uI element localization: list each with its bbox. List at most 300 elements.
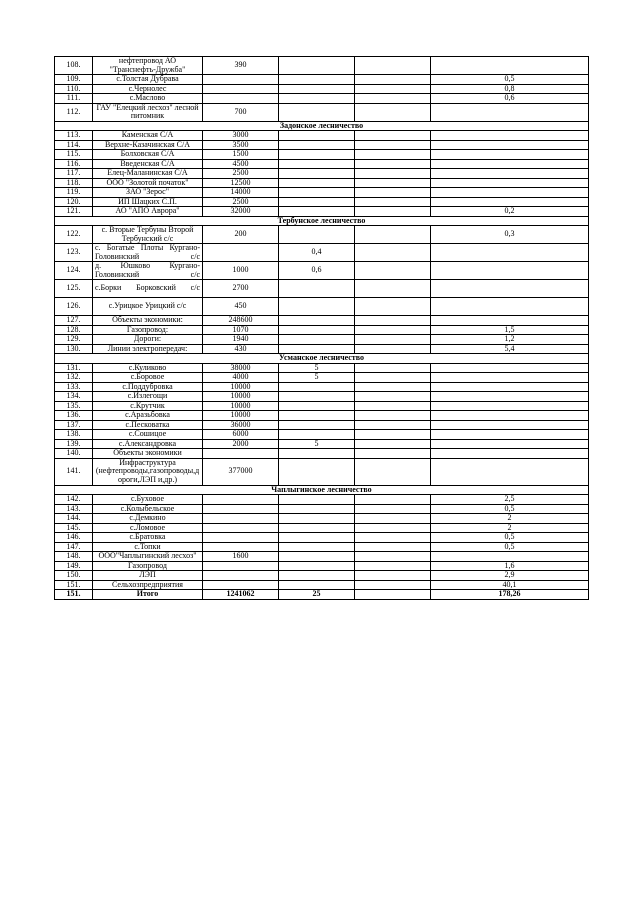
table-row — [55, 169, 589, 179]
value-cell — [431, 178, 589, 188]
value-cell: 0,5 — [431, 75, 589, 85]
row-number-cell: 144. — [55, 514, 93, 524]
value-cell — [355, 420, 431, 430]
row-number-cell: 127. — [55, 316, 93, 326]
table-row — [55, 439, 589, 449]
value-cell: 10000 — [203, 401, 279, 411]
object-name-cell: Инфраструктура (нефтепроводы,газопроводы,д ороги,ЛЭП и,др.) — [93, 458, 203, 485]
row-number-cell: 119. — [55, 188, 93, 198]
row-number-cell: 135. — [55, 401, 93, 411]
value-cell — [203, 75, 279, 85]
value-cell — [279, 392, 355, 402]
row-number-cell: 142. — [55, 495, 93, 505]
object-name-cell: Болховская С/А — [93, 150, 203, 160]
value-cell: 1,5 — [431, 325, 589, 335]
table-row — [55, 316, 589, 326]
value-cell: 5,4 — [431, 344, 589, 354]
value-cell — [203, 514, 279, 524]
value-cell: 0,4 — [279, 244, 355, 262]
value-cell: 0,5 — [431, 504, 589, 514]
row-number-cell: 115. — [55, 150, 93, 160]
object-name-cell: с. Вторые Тербуны Второй Тербунский с/с — [93, 226, 203, 244]
value-cell: 36000 — [203, 420, 279, 430]
value-cell — [279, 335, 355, 345]
row-number-cell: 121. — [55, 207, 93, 217]
object-name-cell: Сельхозпредприятия — [93, 580, 203, 590]
section-header-row — [55, 354, 589, 364]
value-cell — [431, 131, 589, 141]
value-cell — [355, 226, 431, 244]
value-cell — [203, 542, 279, 552]
value-cell — [355, 533, 431, 543]
value-cell — [355, 382, 431, 392]
row-number-cell: 120. — [55, 197, 93, 207]
table-row — [55, 449, 589, 459]
value-cell — [355, 335, 431, 345]
value-cell — [355, 103, 431, 121]
value-cell — [355, 84, 431, 94]
value-cell — [279, 316, 355, 326]
row-number-cell: 108. — [55, 57, 93, 75]
object-name-cell: с.Братовка — [93, 533, 203, 543]
value-cell: 2 — [431, 523, 589, 533]
value-cell — [279, 458, 355, 485]
table-row — [55, 226, 589, 244]
table-row — [55, 420, 589, 430]
row-number-cell: 110. — [55, 84, 93, 94]
value-cell — [279, 140, 355, 150]
value-cell — [355, 344, 431, 354]
row-number-cell: 145. — [55, 523, 93, 533]
value-cell — [279, 401, 355, 411]
value-cell — [431, 197, 589, 207]
object-name-cell: Верхне-Казачинская С/А — [93, 140, 203, 150]
table-row — [55, 411, 589, 421]
value-cell — [355, 392, 431, 402]
value-cell — [355, 363, 431, 373]
value-cell — [279, 226, 355, 244]
value-cell — [279, 103, 355, 121]
value-cell — [279, 75, 355, 85]
row-number-cell: 149. — [55, 561, 93, 571]
value-cell: 10000 — [203, 382, 279, 392]
table-row — [55, 401, 589, 411]
value-cell — [355, 495, 431, 505]
value-cell — [431, 430, 589, 440]
value-cell: 0,6 — [431, 94, 589, 104]
value-cell — [355, 197, 431, 207]
value-cell — [279, 150, 355, 160]
object-name-cell: Каменская С/А — [93, 131, 203, 141]
value-cell: 5 — [279, 373, 355, 383]
value-cell — [431, 150, 589, 160]
value-cell: 12500 — [203, 178, 279, 188]
value-cell — [279, 169, 355, 179]
table-row — [55, 552, 589, 562]
value-cell — [431, 439, 589, 449]
value-cell: 3500 — [203, 140, 279, 150]
row-number-cell: 131. — [55, 363, 93, 373]
row-number-cell: 122. — [55, 226, 93, 244]
object-name-cell: с.Демкино — [93, 514, 203, 524]
value-cell — [279, 571, 355, 581]
value-cell — [355, 57, 431, 75]
object-name-cell: Газопровод: — [93, 325, 203, 335]
table-row — [55, 207, 589, 217]
value-cell — [355, 75, 431, 85]
object-name-cell: ООО "Золотой початок" — [93, 178, 203, 188]
value-cell — [355, 523, 431, 533]
value-cell: 2500 — [203, 169, 279, 179]
row-number-cell: 116. — [55, 159, 93, 169]
value-cell — [355, 178, 431, 188]
value-cell — [279, 325, 355, 335]
value-cell: 1241062 — [203, 590, 279, 600]
value-cell — [203, 571, 279, 581]
row-number-cell: 130. — [55, 344, 93, 354]
value-cell: 10000 — [203, 392, 279, 402]
object-name-cell: с.Поддубровка — [93, 382, 203, 392]
table-row — [55, 373, 589, 383]
value-cell — [431, 401, 589, 411]
value-cell — [355, 140, 431, 150]
value-cell — [431, 373, 589, 383]
object-name-cell: с.Песковатка — [93, 420, 203, 430]
value-cell — [431, 392, 589, 402]
value-cell: 0,3 — [431, 226, 589, 244]
value-cell: 0,5 — [431, 533, 589, 543]
row-number-cell: 140. — [55, 449, 93, 459]
value-cell — [279, 533, 355, 543]
value-cell — [431, 449, 589, 459]
row-number-cell: 124. — [55, 262, 93, 280]
table-row — [55, 84, 589, 94]
value-cell: 178,26 — [431, 590, 589, 600]
row-number-cell: 137. — [55, 420, 93, 430]
value-cell — [431, 552, 589, 562]
value-cell — [279, 561, 355, 571]
object-name-cell: Линии электропередач: — [93, 344, 203, 354]
value-cell — [431, 458, 589, 485]
value-cell: 1500 — [203, 150, 279, 160]
object-name-cell: Введенская С/А — [93, 159, 203, 169]
value-cell: 40,1 — [431, 580, 589, 590]
row-number-cell: 128. — [55, 325, 93, 335]
section-header-row — [55, 485, 589, 495]
object-name-cell: Объекты экономики — [93, 449, 203, 459]
value-cell — [355, 207, 431, 217]
value-cell: 38000 — [203, 363, 279, 373]
value-cell — [355, 262, 431, 280]
value-cell — [431, 188, 589, 198]
value-cell: 0,6 — [279, 262, 355, 280]
object-name-cell: с.Борки Борковский с/с — [93, 280, 203, 298]
value-cell: 5 — [279, 439, 355, 449]
value-cell — [355, 458, 431, 485]
object-name-cell: Объекты экономики: — [93, 316, 203, 326]
row-number-cell: 148. — [55, 552, 93, 562]
value-cell — [355, 298, 431, 316]
value-cell — [355, 159, 431, 169]
value-cell: 2,5 — [431, 495, 589, 505]
value-cell — [355, 430, 431, 440]
row-number-cell: 117. — [55, 169, 93, 179]
table-row — [55, 571, 589, 581]
row-number-cell: 125. — [55, 280, 93, 298]
value-cell: 1600 — [203, 552, 279, 562]
value-cell — [279, 280, 355, 298]
value-cell — [355, 244, 431, 262]
table-row — [55, 140, 589, 150]
value-cell: 430 — [203, 344, 279, 354]
table-row — [55, 533, 589, 543]
table-row — [55, 94, 589, 104]
table-row — [55, 430, 589, 440]
object-name-cell: Елец-Маланинская С/А — [93, 169, 203, 179]
value-cell — [279, 523, 355, 533]
table-row — [55, 458, 589, 485]
total-row — [55, 590, 589, 600]
value-cell — [355, 280, 431, 298]
object-name-cell: с.Маслово — [93, 94, 203, 104]
value-cell: 377000 — [203, 458, 279, 485]
object-name-cell: с.Излегощи — [93, 392, 203, 402]
value-cell — [355, 188, 431, 198]
row-number-cell: 146. — [55, 533, 93, 543]
value-cell — [279, 449, 355, 459]
object-name-cell: с.Урицкое Урицкий с/с — [93, 298, 203, 316]
row-number-cell: 151. — [55, 590, 93, 600]
value-cell — [279, 298, 355, 316]
table-row — [55, 150, 589, 160]
object-name-cell: с.Сошицое — [93, 430, 203, 440]
value-cell — [203, 84, 279, 94]
value-cell — [355, 571, 431, 581]
value-cell — [203, 244, 279, 262]
section-header-row — [55, 121, 589, 131]
table-row — [55, 298, 589, 316]
value-cell — [203, 504, 279, 514]
value-cell: 0,8 — [431, 84, 589, 94]
object-name-cell: с.Колыбельское — [93, 504, 203, 514]
value-cell — [355, 411, 431, 421]
table-row — [55, 75, 589, 85]
object-name-cell: Дороги: — [93, 335, 203, 345]
table-row — [55, 523, 589, 533]
table-row — [55, 335, 589, 345]
object-name-cell: с.Боровое — [93, 373, 203, 383]
value-cell: 1000 — [203, 262, 279, 280]
value-cell — [355, 542, 431, 552]
value-cell — [355, 514, 431, 524]
table-row — [55, 280, 589, 298]
row-number-cell: 150. — [55, 571, 93, 581]
row-number-cell: 143. — [55, 504, 93, 514]
object-name-cell: с.Чернолес — [93, 84, 203, 94]
row-number-cell: 113. — [55, 131, 93, 141]
table-row — [55, 325, 589, 335]
table-row — [55, 495, 589, 505]
row-number-cell: 123. — [55, 244, 93, 262]
value-cell — [355, 449, 431, 459]
row-number-cell: 109. — [55, 75, 93, 85]
value-cell — [431, 262, 589, 280]
value-cell — [279, 552, 355, 562]
table-row — [55, 262, 589, 280]
value-cell — [431, 244, 589, 262]
object-name-cell: с.Александровка — [93, 439, 203, 449]
value-cell — [279, 580, 355, 590]
row-number-cell: 151. — [55, 580, 93, 590]
value-cell — [355, 401, 431, 411]
value-cell — [355, 580, 431, 590]
object-name-cell: с.Ломовое — [93, 523, 203, 533]
table-row — [55, 103, 589, 121]
value-cell: 6000 — [203, 430, 279, 440]
table-row — [55, 561, 589, 571]
value-cell — [355, 94, 431, 104]
value-cell — [279, 542, 355, 552]
row-number-cell: 136. — [55, 411, 93, 421]
value-cell — [203, 580, 279, 590]
value-cell — [279, 504, 355, 514]
row-number-cell: 134. — [55, 392, 93, 402]
row-number-cell: 132. — [55, 373, 93, 383]
row-number-cell: 118. — [55, 178, 93, 188]
object-name-cell: с. Богатые Плоты Кургано-Головинский с/с — [93, 244, 203, 262]
table-row — [55, 514, 589, 524]
value-cell — [431, 169, 589, 179]
section-title: Тербунское лесничество — [55, 216, 589, 226]
object-name-cell: с.Топки — [93, 542, 203, 552]
value-cell — [279, 159, 355, 169]
value-cell — [355, 439, 431, 449]
table-row — [55, 197, 589, 207]
value-cell: 1940 — [203, 335, 279, 345]
object-name-cell: д. Юшково Кургано-Головинский с/с — [93, 262, 203, 280]
table-row — [55, 382, 589, 392]
section-header-row — [55, 216, 589, 226]
table-row — [55, 131, 589, 141]
object-name-cell: ООО"Чаплыгинский лесхоз" — [93, 552, 203, 562]
table-row — [55, 244, 589, 262]
table-row — [55, 344, 589, 354]
value-cell — [355, 504, 431, 514]
value-cell: 2,9 — [431, 571, 589, 581]
object-name-cell: с.Буховое — [93, 495, 203, 505]
value-cell — [279, 94, 355, 104]
value-cell — [431, 298, 589, 316]
value-cell: 3000 — [203, 131, 279, 141]
value-cell — [279, 197, 355, 207]
object-name-cell: нефтепровод АО "Транснефть-Дружба" — [93, 57, 203, 75]
value-cell — [279, 411, 355, 421]
value-cell: 25 — [279, 590, 355, 600]
table-row — [55, 57, 589, 75]
value-cell — [355, 325, 431, 335]
object-name-cell: с.Аразьбовка — [93, 411, 203, 421]
value-cell: 10000 — [203, 411, 279, 421]
value-cell — [203, 533, 279, 543]
object-name-cell: ЛЭП — [93, 571, 203, 581]
value-cell — [355, 316, 431, 326]
section-title: Задонское лесничество — [55, 121, 589, 131]
value-cell — [279, 430, 355, 440]
value-cell: 1,6 — [431, 561, 589, 571]
value-cell — [355, 552, 431, 562]
value-cell: 200 — [203, 226, 279, 244]
table-row — [55, 178, 589, 188]
object-name-cell: Итого — [93, 590, 203, 600]
value-cell: 248600 — [203, 316, 279, 326]
value-cell — [355, 561, 431, 571]
object-name-cell: Газопровод — [93, 561, 203, 571]
value-cell — [431, 316, 589, 326]
value-cell — [431, 280, 589, 298]
value-cell — [431, 420, 589, 430]
value-cell: 2 — [431, 514, 589, 524]
table-row — [55, 542, 589, 552]
value-cell — [431, 411, 589, 421]
table-row — [55, 580, 589, 590]
value-cell: 700 — [203, 103, 279, 121]
row-number-cell: 129. — [55, 335, 93, 345]
value-cell — [355, 590, 431, 600]
table-row — [55, 392, 589, 402]
value-cell: 2500 — [203, 197, 279, 207]
value-cell — [279, 420, 355, 430]
value-cell — [203, 449, 279, 459]
value-cell: 1070 — [203, 325, 279, 335]
value-cell: 4000 — [203, 373, 279, 383]
value-cell: 5 — [279, 363, 355, 373]
value-cell — [279, 178, 355, 188]
table-row — [55, 188, 589, 198]
section-title: Усманское лесничество — [55, 354, 589, 364]
object-name-cell: ГАУ "Елецкий лесхоз" лесной питомник — [93, 103, 203, 121]
section-title: Чаплыгинское лесничество — [55, 485, 589, 495]
table-row — [55, 363, 589, 373]
object-name-cell: с.Крутчик — [93, 401, 203, 411]
value-cell — [431, 159, 589, 169]
value-cell: 4500 — [203, 159, 279, 169]
row-number-cell: 112. — [55, 103, 93, 121]
value-cell: 14000 — [203, 188, 279, 198]
value-cell — [279, 84, 355, 94]
value-cell: 1,2 — [431, 335, 589, 345]
row-number-cell: 133. — [55, 382, 93, 392]
value-cell: 32000 — [203, 207, 279, 217]
value-cell — [203, 523, 279, 533]
value-cell — [279, 131, 355, 141]
value-cell — [203, 94, 279, 104]
object-name-cell: с.Куликово — [93, 363, 203, 373]
value-cell: 2000 — [203, 439, 279, 449]
row-number-cell: 147. — [55, 542, 93, 552]
value-cell: 0,5 — [431, 542, 589, 552]
value-cell — [279, 514, 355, 524]
object-name-cell: ИП Шацких С.П. — [93, 197, 203, 207]
value-cell — [279, 495, 355, 505]
value-cell — [431, 140, 589, 150]
object-name-cell: АО "АПО Аврора" — [93, 207, 203, 217]
value-cell — [431, 382, 589, 392]
row-number-cell: 139. — [55, 439, 93, 449]
data-table — [54, 56, 589, 600]
value-cell — [203, 495, 279, 505]
value-cell — [355, 373, 431, 383]
row-number-cell: 138. — [55, 430, 93, 440]
